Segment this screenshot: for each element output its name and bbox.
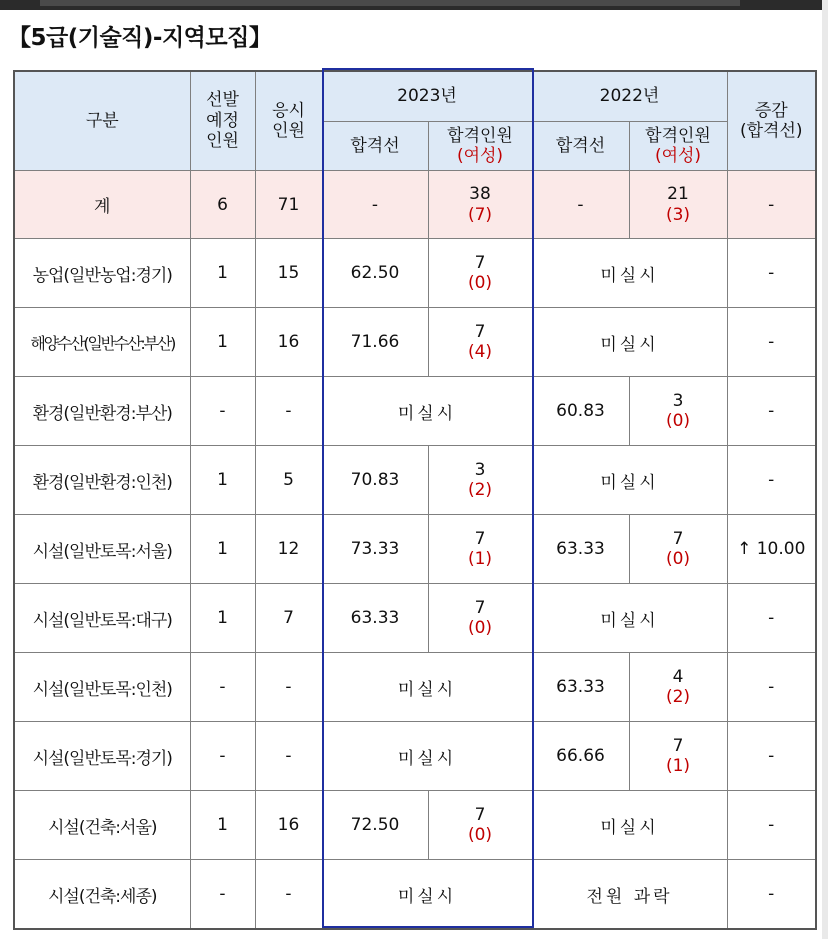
row-applicants: - xyxy=(255,860,322,930)
row-applicants: - xyxy=(255,377,322,446)
total-passers-2023 xyxy=(428,171,532,239)
row-planned: 1 xyxy=(190,308,255,377)
header-category: 구분 xyxy=(14,71,190,171)
total-planned: 6 xyxy=(190,171,255,239)
row-cutoff-2022: 63.33 xyxy=(532,653,629,722)
top-edge-bar xyxy=(0,0,828,10)
row-applicants: 15 xyxy=(255,239,322,308)
row-label: 해양수산(일반수산:부산) xyxy=(14,308,190,377)
header-cutoff-2022: 합격선 xyxy=(532,122,629,171)
row-planned: - xyxy=(190,377,255,446)
passers-count: 21 xyxy=(667,184,689,205)
row-change: - xyxy=(727,860,816,930)
row-label: 시설(일반토목:경기) xyxy=(14,722,190,791)
row-planned: - xyxy=(190,722,255,791)
passers-count: 7 xyxy=(672,735,684,756)
row-passers-2022 xyxy=(629,377,727,446)
row-merged-2022: 미실시 xyxy=(532,308,727,377)
row-change: ↑ 10.00 xyxy=(727,515,816,584)
total-applicants: 71 xyxy=(255,171,322,239)
passers-count: 7 xyxy=(474,321,486,342)
row-merged-2022: 미실시 xyxy=(532,239,727,308)
row-planned: - xyxy=(190,653,255,722)
row-applicants: 5 xyxy=(255,446,322,515)
total-change: - xyxy=(727,171,816,239)
total-cutoff-2022: - xyxy=(532,171,629,239)
table-row xyxy=(14,239,816,308)
row-applicants: - xyxy=(255,653,322,722)
header-planned-line2: 예정 xyxy=(206,110,239,131)
table-row xyxy=(14,791,816,860)
row-label: 시설(일반토목:대구) xyxy=(14,584,190,653)
row-passers-2023 xyxy=(428,515,532,584)
table-row xyxy=(14,515,816,584)
header-year-2023: 2023년 xyxy=(322,71,532,122)
page-title: 【5급(기술직)-지역모집】 xyxy=(8,25,272,51)
row-change: - xyxy=(727,584,816,653)
table-row xyxy=(14,308,816,377)
row-passers-2023 xyxy=(428,584,532,653)
row-passers-2023 xyxy=(428,446,532,515)
row-passers-2023 xyxy=(428,308,532,377)
row-change: - xyxy=(727,653,816,722)
header-applicants-line1: 응시 xyxy=(272,100,305,121)
row-merged-2022: 미실시 xyxy=(532,791,727,860)
header-planned-line3: 인원 xyxy=(206,131,239,152)
total-passers-2022 xyxy=(629,171,727,239)
header-cutoff-2023: 합격선 xyxy=(322,122,428,171)
row-applicants: 12 xyxy=(255,515,322,584)
passers-count: 38 xyxy=(469,184,491,205)
row-applicants: 7 xyxy=(255,584,322,653)
row-merged-2023: 미실시 xyxy=(322,860,532,930)
row-planned: 1 xyxy=(190,515,255,584)
row-cutoff-2023: 71.66 xyxy=(322,308,428,377)
top-edge-strip xyxy=(40,0,740,6)
table-row xyxy=(14,377,816,446)
row-label: 시설(일반토목:서울) xyxy=(14,515,190,584)
header-passers-2022 xyxy=(629,122,727,171)
row-label: 환경(일반환경:부산) xyxy=(14,377,190,446)
female-count: (0) xyxy=(665,549,691,569)
row-label: 환경(일반환경:인천) xyxy=(14,446,190,515)
female-count: (1) xyxy=(467,549,493,569)
row-merged-2023: 미실시 xyxy=(322,722,532,791)
row-applicants: 16 xyxy=(255,791,322,860)
row-label: 농업(일반농업:경기) xyxy=(14,239,190,308)
female-count: (0) xyxy=(467,825,493,845)
row-applicants: 16 xyxy=(255,308,322,377)
table-row xyxy=(14,860,816,930)
header-applicants-line2: 인원 xyxy=(272,121,305,141)
female-count: (2) xyxy=(665,687,691,707)
row-passers-2022 xyxy=(629,515,727,584)
header-change xyxy=(727,71,816,171)
header-change-line2: (합격선) xyxy=(739,121,803,141)
female-count: (3) xyxy=(665,204,691,225)
female-count: (1) xyxy=(665,756,691,776)
row-planned: - xyxy=(190,860,255,930)
row-applicants: - xyxy=(255,722,322,791)
table-row xyxy=(14,446,816,515)
row-change: - xyxy=(727,239,816,308)
row-planned: 1 xyxy=(190,239,255,308)
row-merged-2022: 전원 과락 xyxy=(532,860,727,930)
passers-count: 7 xyxy=(474,597,486,618)
header-applicants xyxy=(255,71,322,171)
row-label: 시설(건축:세종) xyxy=(14,860,190,930)
female-count: (7) xyxy=(467,204,493,225)
header-planned-line1: 선발 xyxy=(206,90,239,111)
female-count: (0) xyxy=(467,618,493,638)
table-row xyxy=(14,722,816,791)
total-row xyxy=(14,171,816,239)
row-merged-2023: 미실시 xyxy=(322,653,532,722)
row-cutoff-2023: 63.33 xyxy=(322,584,428,653)
results-table xyxy=(13,70,817,930)
row-passers-2023 xyxy=(428,239,532,308)
row-cutoff-2023: 72.50 xyxy=(322,791,428,860)
header-passers-label: 합격인원 xyxy=(447,125,513,146)
passers-count: 3 xyxy=(672,390,684,411)
header-passers-label: 합격인원 xyxy=(645,125,711,146)
table-row xyxy=(14,584,816,653)
row-change: - xyxy=(727,722,816,791)
header-female-label: (여성) xyxy=(654,146,702,166)
right-edge-shadow xyxy=(822,0,828,939)
female-count: (2) xyxy=(467,480,493,500)
header-passers-2023 xyxy=(428,122,532,171)
row-merged-2022: 미실시 xyxy=(532,446,727,515)
passers-count: 4 xyxy=(672,666,684,687)
row-change: - xyxy=(727,308,816,377)
header-row-1 xyxy=(14,71,816,122)
row-merged-2023: 미실시 xyxy=(322,377,532,446)
row-planned: 1 xyxy=(190,584,255,653)
total-cutoff-2023: - xyxy=(322,171,428,239)
passers-count: 3 xyxy=(474,459,486,480)
header-female-label: (여성) xyxy=(456,146,504,166)
row-cutoff-2023: 73.33 xyxy=(322,515,428,584)
row-change: - xyxy=(727,377,816,446)
header-planned xyxy=(190,71,255,171)
passers-count: 7 xyxy=(474,804,486,825)
row-cutoff-2022: 63.33 xyxy=(532,515,629,584)
row-label: 시설(일반토목:인천) xyxy=(14,653,190,722)
row-passers-2022 xyxy=(629,722,727,791)
total-label: 계 xyxy=(14,171,190,239)
row-planned: 1 xyxy=(190,446,255,515)
female-count: (4) xyxy=(467,342,493,362)
row-merged-2022: 미실시 xyxy=(532,584,727,653)
female-count: (0) xyxy=(467,273,493,293)
header-change-line1: 증감 xyxy=(754,100,788,121)
passers-count: 7 xyxy=(474,252,486,273)
row-label: 시설(건축:서울) xyxy=(14,791,190,860)
row-change: - xyxy=(727,446,816,515)
table-row xyxy=(14,653,816,722)
row-cutoff-2022: 66.66 xyxy=(532,722,629,791)
header-year-2022: 2022년 xyxy=(532,71,727,122)
row-planned: 1 xyxy=(190,791,255,860)
row-passers-2023 xyxy=(428,791,532,860)
row-cutoff-2023: 62.50 xyxy=(322,239,428,308)
female-count: (0) xyxy=(665,411,691,431)
passers-count: 7 xyxy=(474,528,486,549)
row-cutoff-2023: 70.83 xyxy=(322,446,428,515)
row-change: - xyxy=(727,791,816,860)
row-cutoff-2022: 60.83 xyxy=(532,377,629,446)
passers-count: 7 xyxy=(672,528,684,549)
row-passers-2022 xyxy=(629,653,727,722)
